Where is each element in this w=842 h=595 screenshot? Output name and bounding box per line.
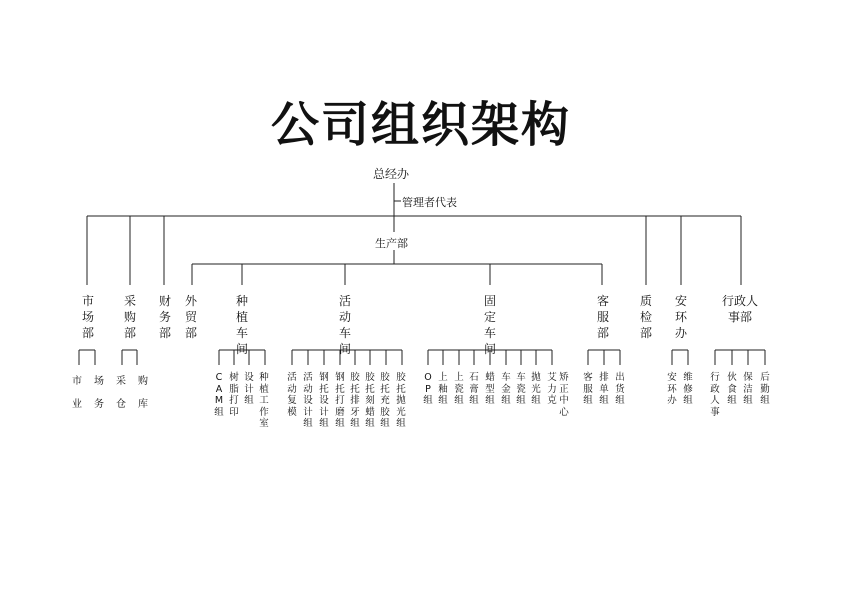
page-title: 公司组织架构: [270, 97, 571, 153]
group-planting-4: 种植工作室: [259, 372, 269, 429]
group-market-2: 业务: [72, 399, 116, 410]
group-activity-2: 活动设计组: [303, 372, 313, 429]
group-purchase-2: 仓库: [116, 399, 160, 410]
dept-trade: 外贸部: [184, 294, 197, 340]
group-activity-4: 钢托打磨组: [335, 372, 345, 429]
group-fixed-5: 蜡型组: [485, 372, 495, 406]
group-fixed-3: 上瓷组: [454, 372, 464, 406]
dept-safety: 安环办: [674, 294, 687, 340]
group-purchase-1: 采购: [116, 376, 160, 387]
group-activity-6: 胶托刻蜡组: [365, 372, 375, 429]
dept-hr: [720, 293, 760, 325]
group-fixed-1: OP组: [423, 372, 433, 406]
node-manager-rep: 管理者代表: [402, 196, 457, 209]
group-fixed-4: 石膏组: [469, 372, 479, 406]
group-activity-8: 胶托抛光组: [396, 372, 406, 429]
node-production: 生产部: [375, 237, 408, 250]
group-activity-1: 活动复模: [287, 372, 297, 418]
group-service-2: 排单组: [599, 372, 609, 406]
dept-qc: 质检部: [639, 294, 652, 340]
dept-purchase: 采购部: [123, 294, 136, 340]
group-planting-3: 设计组: [244, 372, 254, 406]
group-service-1: 客服组: [583, 372, 593, 406]
group-fixed-9: 艾力克: [547, 372, 557, 406]
dept-hr-label: 行政人事部: [721, 294, 758, 324]
group-planting-2: 树脂打印: [229, 372, 239, 418]
group-activity-5: 胶托排牙组: [350, 372, 360, 429]
group-service-3: 出货组: [615, 372, 625, 406]
group-hr-3: 保洁组: [743, 372, 753, 406]
group-activity-7: 胶托充胶组: [380, 372, 390, 429]
dept-fixed: 固定车间: [483, 294, 496, 356]
group-hr-4: 后勤组: [760, 372, 770, 406]
dept-service: 客服部: [596, 294, 609, 340]
group-market-1: 市场: [72, 376, 116, 387]
group-fixed-6: 车金组: [501, 372, 511, 406]
group-fixed-10: 矫正中心: [559, 372, 569, 418]
group-activity-3: 钢托设计组: [319, 372, 329, 429]
dept-finance: 财务部: [158, 294, 171, 340]
group-safety-2: 维修组: [683, 372, 693, 406]
group-safety-1: 安环办: [667, 372, 677, 406]
group-fixed-8: 抛光组: [531, 372, 541, 406]
dept-activity: 活动车间: [338, 294, 351, 356]
group-hr-1: 行政人事: [710, 372, 720, 418]
group-hr-2: 伙食组: [727, 372, 737, 406]
dept-market: 市场部: [81, 294, 94, 340]
group-planting-1: CAM组: [214, 372, 224, 418]
group-fixed-2: 上釉组: [438, 372, 448, 406]
dept-planting: 种植车间: [235, 294, 248, 356]
node-general-office: 总经办: [373, 167, 410, 181]
group-fixed-7: 车瓷组: [516, 372, 526, 406]
